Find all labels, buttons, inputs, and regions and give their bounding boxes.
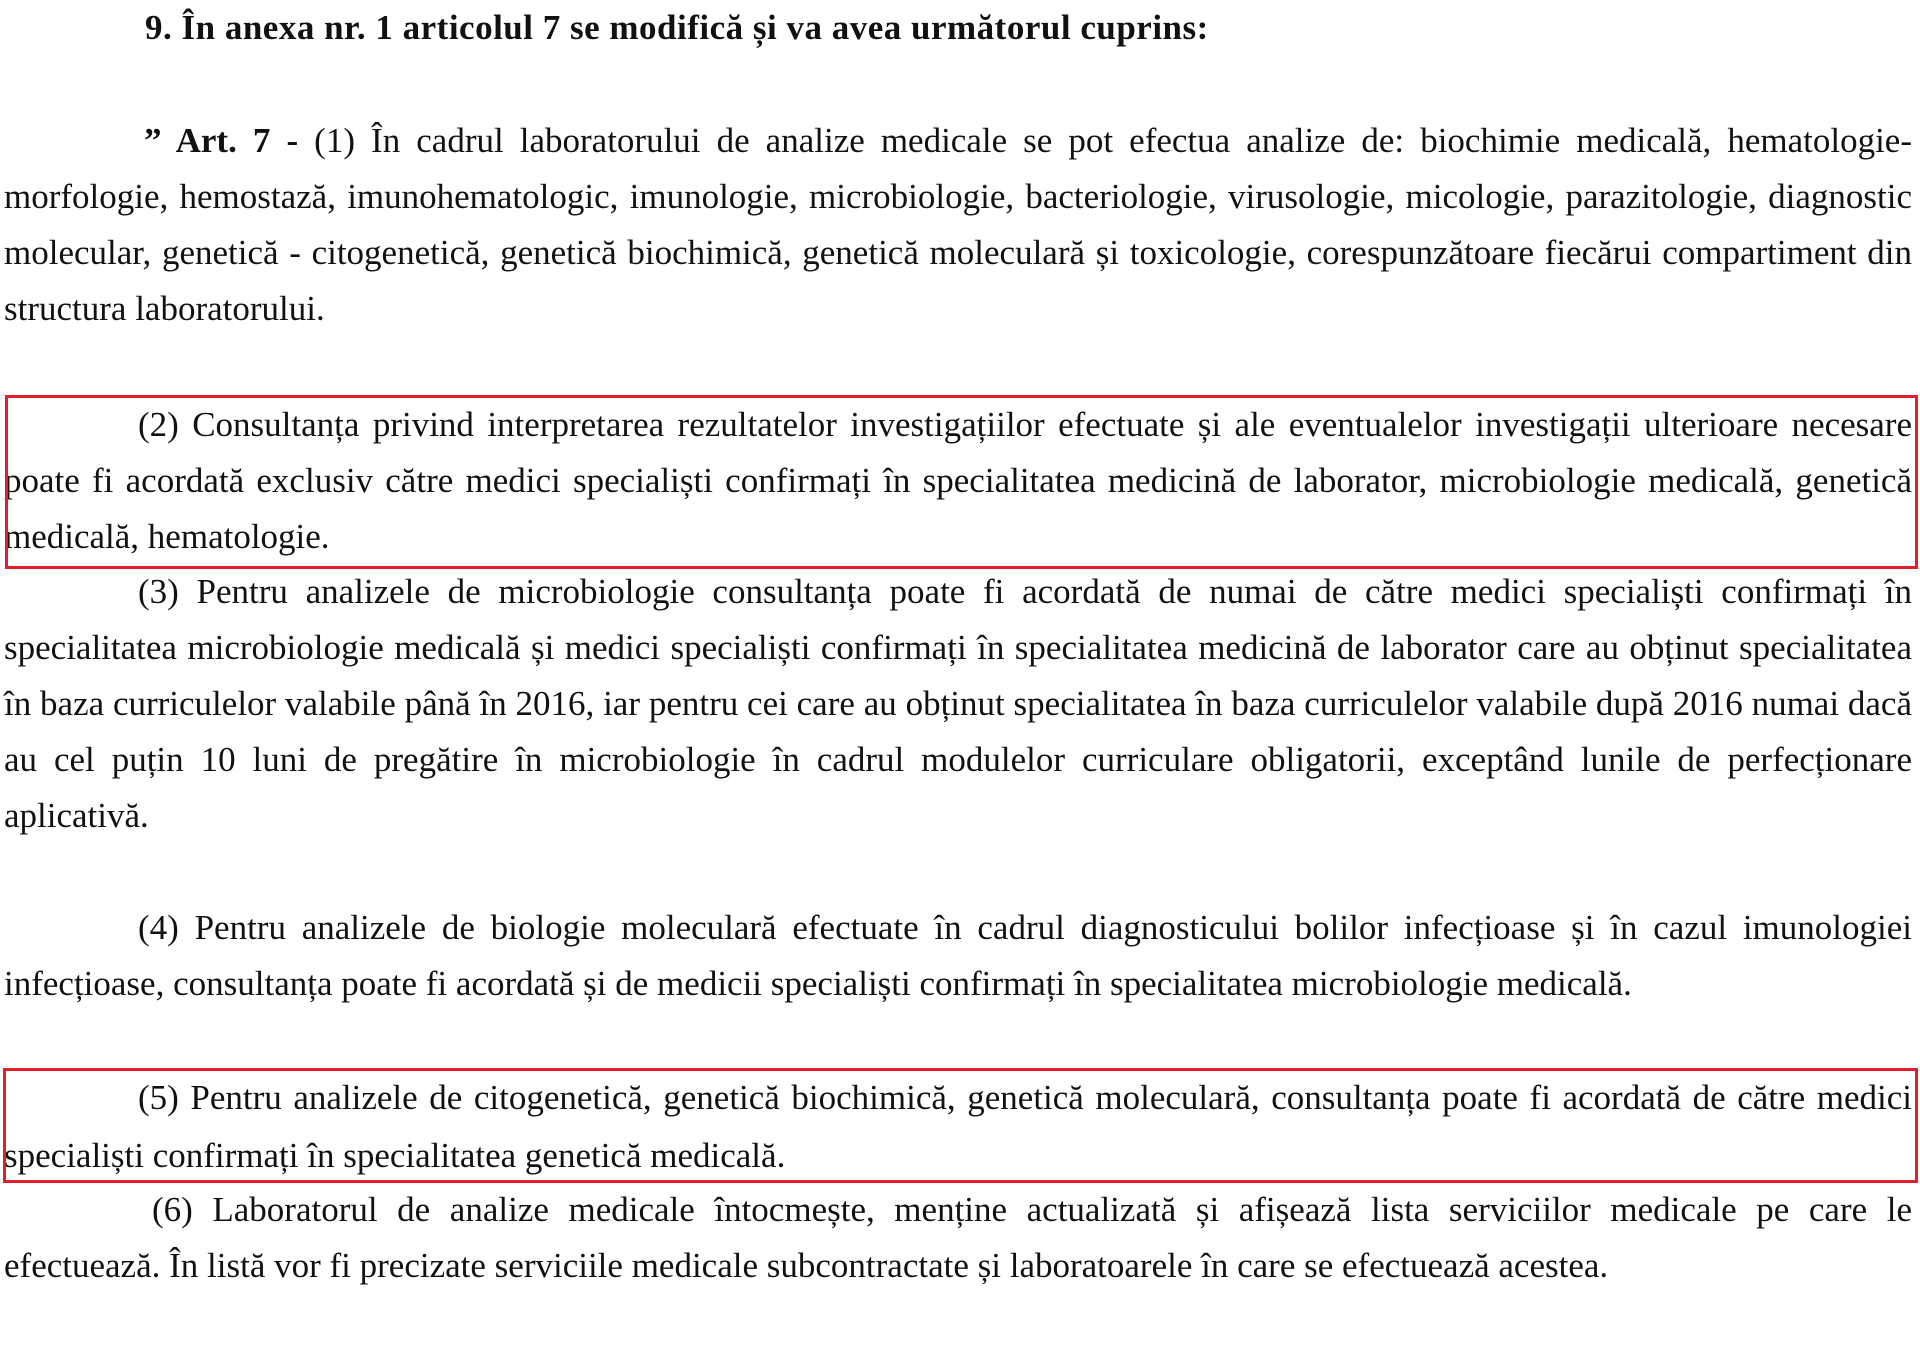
paragraph-6: (6) Laboratorul de analize medicale întocmește, menține actualizată și afișează lista serviciilor medicale pe care le efectuează. În listă vor fi precizate serviciile medicale subcontractate și laboratoarele în care se efectuează acestea. — [4, 1190, 1912, 1285]
paragraph-5: (5) Pentru analizele de citogenetică, genetică biochimică, genetică moleculară, consultanța poate fi acordată de către medici specialiști confirmați în specialitatea genetică medicală. — [4, 1078, 1912, 1175]
paragraph-3: (3) Pentru analizele de microbiologie consultanța poate fi acordată de numai de către medici specialiști confirmați în specialitatea microbiologie medicală și medici specialiști confirmați în specialitatea medicină de laborator care au obținut specialitatea în baza curriculelor valabile până în 2016, iar pentru cei care au obținut specialitatea în baza curriculelor valabile după 2016 numai dacă au cel puțin 10 luni de pregătire în microbiologie în cadrul modulelor curriculare obligatorii, exceptând lunile de perfecționare aplicativă. — [4, 572, 1912, 835]
paragraph-4: (4) Pentru analizele de biologie moleculară efectuate în cadrul diagnosticului bolilor infecțioase și în cazul imunologiei infecțioase, consultanța poate fi acordată și de medicii specialiști confirmați în specialitatea microbiologie medicală. — [4, 908, 1912, 1003]
section-heading: 9. În anexa nr. 1 articolul 7 se modifică și va avea următorul cuprins: — [145, 8, 1209, 47]
article-label: ” Art. 7 - — [144, 121, 299, 160]
paragraph-1-text: (1) În cadrul laboratorului de analize medicale se pot efectua analize de: biochimie medicală, hematologie-morfologie, hemostază, imunohematologic, imunologie, microbiologie, bacteriologie, virusologie, micologie, parazitologie, diagnostic molecular, genetică - citogenetică, genetică biochimică, genetică moleculară și toxicologie, corespunzătoare fiecărui compartiment din structura laboratorului. — [4, 121, 1912, 328]
paragraph-2: (2) Consultanța privind interpretarea rezultatelor investigațiilor efectuate și ale eventualelor investigații ulterioare necesare poate fi acordată exclusiv către medici specialiști confirmați în specialitatea medicină de laborator, microbiologie medicală, genetică medicală, hematologie. — [4, 405, 1912, 556]
article-7-paragraph-1 — [4, 113, 1912, 337]
